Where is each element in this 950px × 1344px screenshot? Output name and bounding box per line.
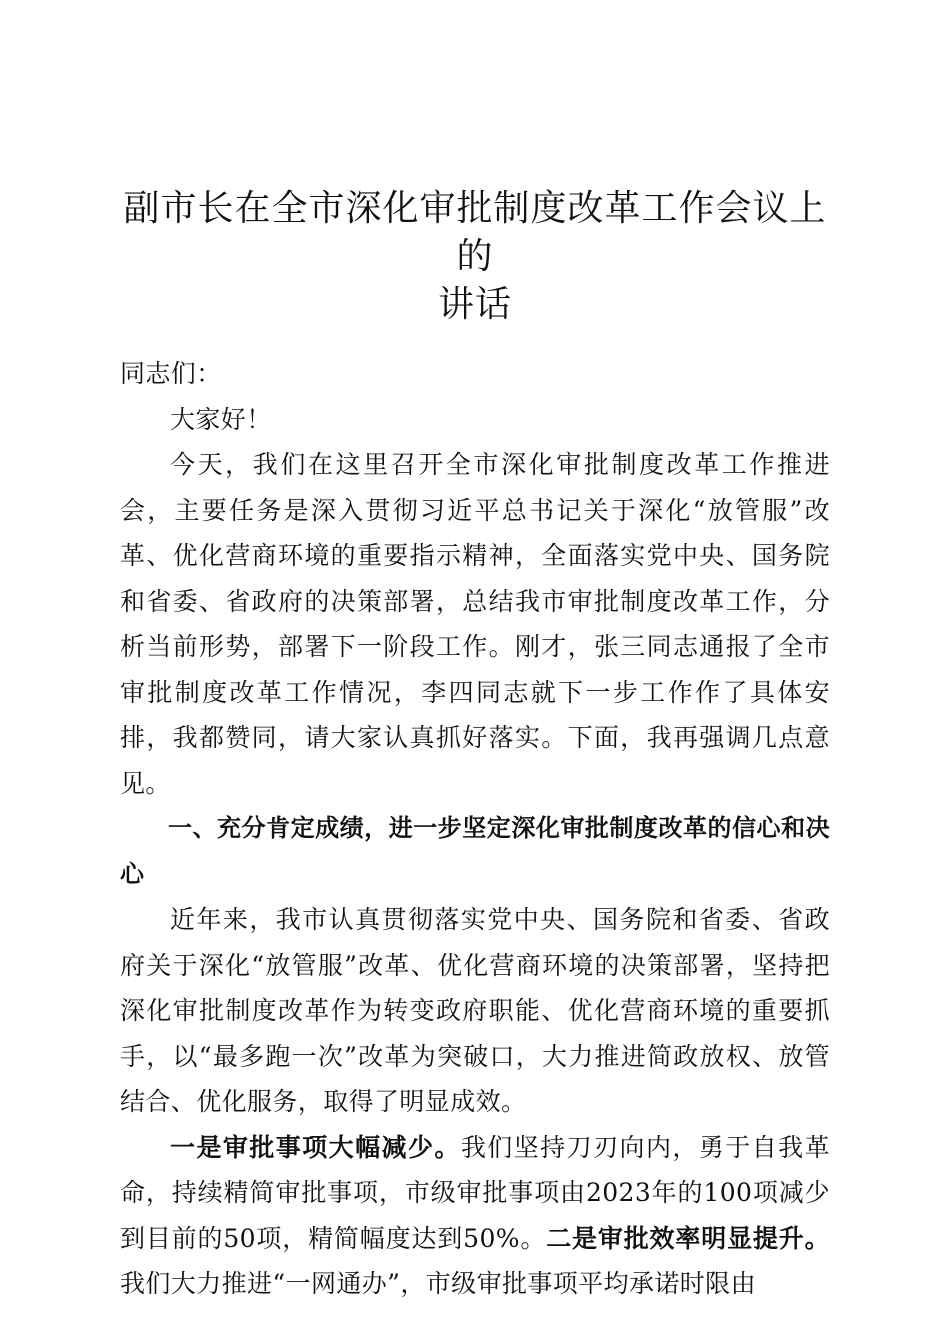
document-title (120, 185, 830, 329)
title-line-2: 讲话 (437, 284, 512, 325)
point-1-text: 我们坚持刀刃向内，勇于自我革命，持续精简审批事项，市级审批事项由2023年的100项减少到目前的50项，精简幅度达到50%。 (120, 1132, 830, 1253)
point-2-text: 我们大力推进“一网通办”，市级审批事项平均承诺时限由 (120, 1269, 756, 1298)
greeting: 大家好！ (170, 404, 272, 434)
intro-paragraph: 今天，我们在这里召开全市深化审批制度改革工作推进会，主要任务是深入贯彻习近平总书记关于深化“放管服”改革、优化营商环境的重要指示精神，全面落实党中央、国务院和省委、省政府的决策部署，总结我市审批制度改革工作，分析当前形势，部署下一阶段工作。刚才，张三同志通报了全市审批制度改革工作情况，李四同志就下一步工作作了具体安排，我都赞同，请大家认真抓好落实。下面，我再强调几点意见。 (120, 450, 830, 798)
salutation: 同志们： (120, 359, 222, 388)
achievements-paragraph: 近年来，我市认真贯彻落实党中央、国务院和省委、省政府关于深化“放管服”改革、优化营商环境的决策部署，坚持把深化审批制度改革作为转变政府职能、优化营商环境的重要抓手，以“最多跑一次”改革为突破口，大力推进简政放权、放管结合、优化服务，取得了明显成效。 (120, 905, 830, 1116)
point-1-lead: 一是审批事项大幅减少。 (170, 1132, 461, 1162)
section-1-heading: 一、充分肯定成绩，进一步坚定深化审批制度改革的信心和决心 (120, 814, 830, 888)
point-2-lead: 二是审批效率明显提升。 (546, 1223, 830, 1253)
points-paragraph (120, 1125, 830, 1307)
title-line-1: 副市长在全市深化审批制度改革工作会议上的 (123, 188, 827, 277)
